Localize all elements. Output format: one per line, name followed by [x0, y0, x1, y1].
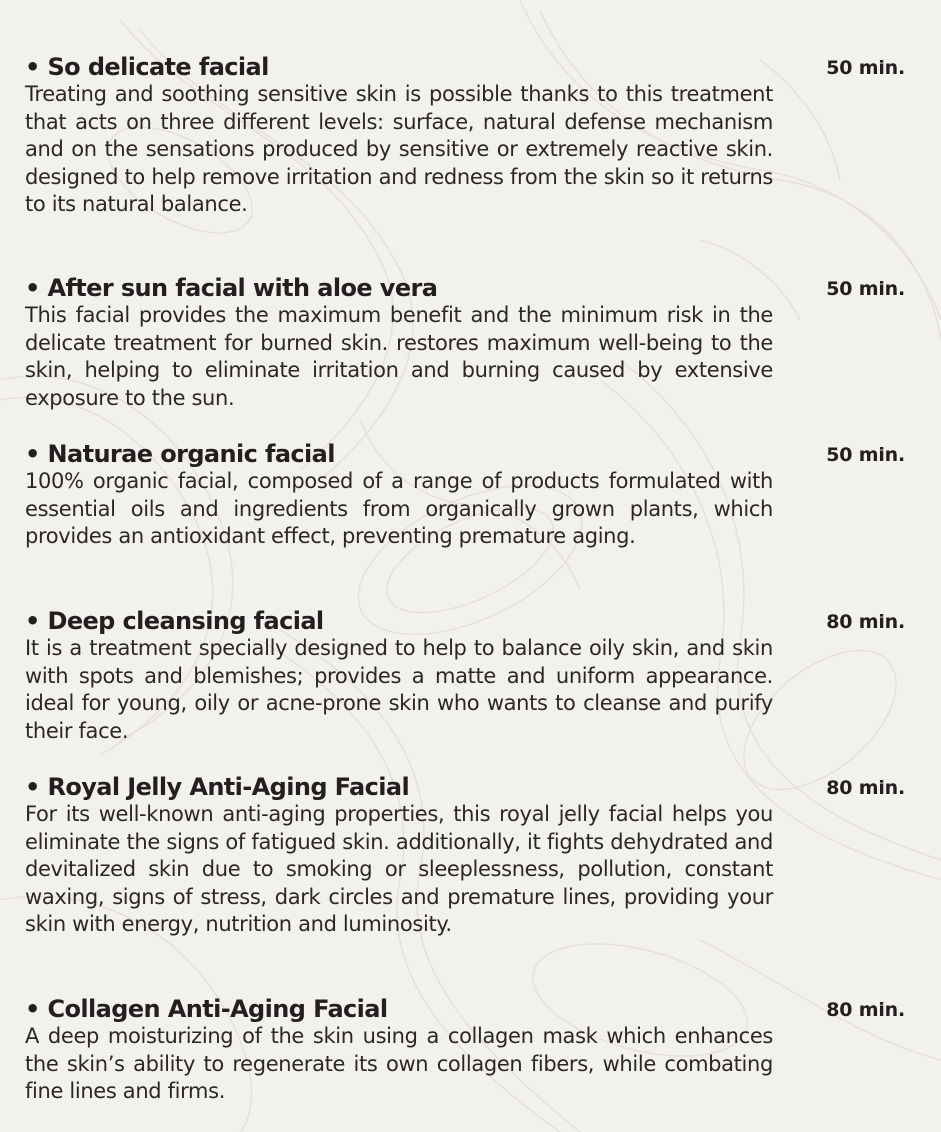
treatment-description: 100% organic facial, composed of a range of products formulated with essential oils and ingredients from organically grown plants, which provides an antioxidant effect, preventing premature aging.: [25, 469, 773, 549]
treatment-description: For its well-known anti-aging properties, this royal jelly facial helps you eliminate the signs of fatigued skin. additionally, it fights dehydrated and devitalized skin due to smoking or sleeplessness, pollution, constant waxing, signs of stress, dark circles and premature lines, providing your skin with energy, nutrition and luminosity.: [25, 802, 773, 937]
treatment-duration: 50 min.: [826, 57, 905, 79]
treatment-duration: 50 min.: [826, 444, 905, 466]
treatment-description: A deep moisturizing of the skin using a collagen mask which enhances the skin’s ability to regenerate its own collagen fibers, while combating fine lines and firms.: [25, 1024, 773, 1104]
treatment-duration: 80 min.: [826, 777, 905, 799]
treatment-description: This facial provides the maximum benefit and the minimum risk in the delicate treatment for burned skin. restores maximum well-being to the skin, helping to eliminate irritation and burning caused by extensive exposure to the sun.: [25, 303, 773, 410]
treatment-title: • So delicate facial: [25, 53, 269, 81]
treatment-title: • Royal Jelly Anti-Aging Facial: [25, 773, 410, 801]
treatment-title: • Deep cleansing facial: [25, 607, 324, 635]
treatment-description: It is a treatment specially designed to help to balance oily skin, and skin with spots and blemishes; provides a matte and uniform appearance. ideal for young, oily or acne-prone skin who wants to cleanse and purify their face.: [25, 636, 773, 743]
treatment-duration: 80 min.: [826, 999, 905, 1021]
treatment-description: Treating and soothing sensitive skin is possible thanks to this treatment that acts on three different levels: surface, natural defense mechanism and on the sensations produced by sensitive or extremely reactive skin. designed to help remove irritation and redness from the skin so it returns to its natural balance.: [25, 82, 773, 217]
treatment-title: • Collagen Anti-Aging Facial: [25, 995, 388, 1023]
treatment-duration: 80 min.: [826, 611, 905, 633]
treatment-title: • Naturae organic facial: [25, 440, 335, 468]
treatment-duration: 50 min.: [826, 278, 905, 300]
treatment-title: • After sun facial with aloe vera: [25, 274, 438, 302]
